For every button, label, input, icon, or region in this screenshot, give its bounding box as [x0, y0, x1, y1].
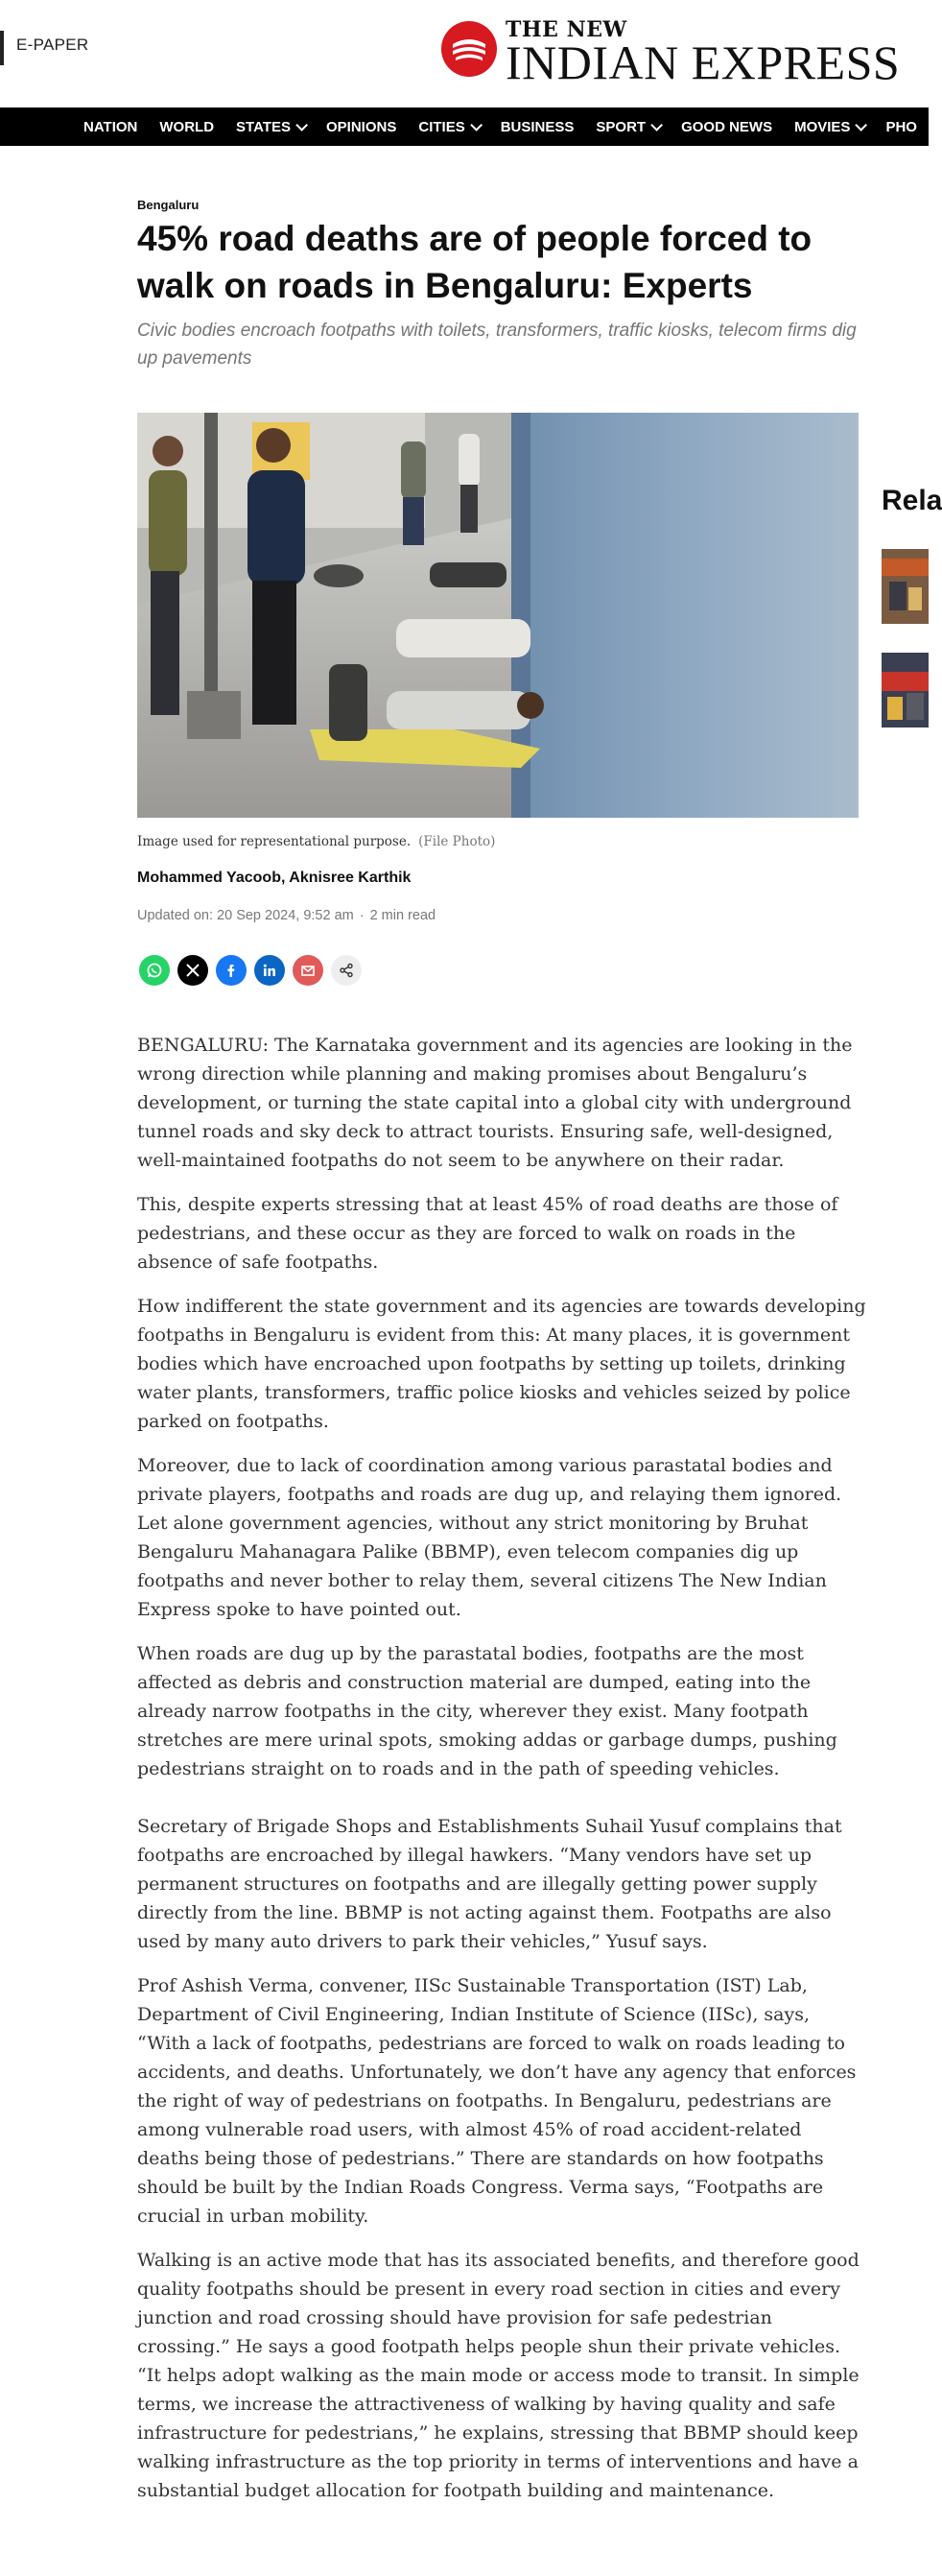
article-paragraph: Secretary of Brigade Shops and Establishments Suhail Yusuf complains that footpaths are encroached by illegal hawkers. “Many vendors have set up permanent structures on footpaths and are illegally getting power supply directly from the line. BBMP is not acting against them. Footpaths are also used by many auto drivers to park their vehicles,” Yusuf says.: [137, 1816, 842, 1952]
article-subhead: Civic bodies encroach footpaths with toilets, transformers, traffic kiosks, telecom firms dig up pavements: [137, 321, 857, 369]
article-paragraph: When roads are dug up by the parastatal bodies, footpaths are the most affected as debris and construction material are dumped, eating into the already narrow footpaths in the city, wherever they exist. Many footpath stretches are mere urinal spots, smoking addas or garbage dumps, pushing pedestrians straight on to roads and in the path of speeding vehicles.: [137, 1643, 837, 1779]
chevron-down-icon: [650, 119, 663, 131]
nav-items: [83, 107, 939, 146]
logo-line-2: INDIAN EXPRESS: [506, 36, 901, 89]
nav-item-label: PHO: [885, 118, 917, 135]
nav-item-label: SPORT: [596, 118, 647, 135]
nav-item-label: MOVIES: [794, 118, 851, 135]
logo-line-1: THE NEW: [506, 17, 627, 42]
nav-item-label: OPINIONS: [326, 118, 397, 135]
share-buttons: [139, 955, 362, 986]
article-meta: [137, 908, 436, 923]
chevron-down-icon: [295, 119, 308, 131]
main-nav: [0, 107, 929, 146]
article-paragraph: Walking is an active mode that has its associated benefits, and therefore good quality footpaths should be present in every road section in cities and every junction and road crossing should have provision for safe pedestrian crossing.” He says a good footpath helps people shun their private vehicles. “It helps adopt walking as the main mode or access mode to transit. In simple terms, we increase the attractiveness of walking by having quality and safe infrastructure for pedestrians,” he explains, stressing that BBMP should keep walking infrastructure as the top priority in terms of interventions and have a substantial budget allocation for footpath building and maintenance.: [137, 2250, 860, 2501]
facebook-icon[interactable]: [216, 955, 247, 986]
x-icon[interactable]: [177, 955, 208, 986]
nav-item[interactable]: [418, 119, 478, 135]
whatsapp-icon[interactable]: [139, 955, 170, 986]
article-headline: 45% road deaths are of people forced to walk on roads in Bengaluru: Experts: [137, 219, 812, 306]
author-link[interactable]: Aknisree Karthik: [289, 870, 412, 886]
byline: [137, 870, 411, 887]
nav-item-label: CITIES: [418, 118, 465, 135]
site-logo[interactable]: [441, 17, 929, 89]
nav-item-label: STATES: [236, 118, 291, 135]
nav-item[interactable]: [159, 119, 214, 135]
article-paragraph: This, despite experts stressing that at least 45% of road deaths are those of pedestrians, and these occur as they are forced to walk on roads in the absence of safe footpaths.: [137, 1194, 838, 1273]
nav-item[interactable]: [596, 119, 659, 135]
image-caption: [137, 834, 495, 849]
section-label[interactable]: Bengaluru: [137, 198, 200, 212]
nav-item[interactable]: [794, 119, 863, 135]
read-time: 2 min read: [369, 908, 436, 923]
nav-item[interactable]: [83, 119, 137, 135]
related-thumbnail[interactable]: [882, 653, 929, 727]
share-icon[interactable]: [331, 955, 362, 986]
menu-divider: [0, 31, 4, 65]
nav-item-label: GOOD NEWS: [681, 118, 773, 135]
author-link[interactable]: Mohammed Yacoob: [137, 870, 281, 886]
logo-seal-icon: [441, 21, 497, 77]
epaper-link[interactable]: E-PAPER: [16, 36, 89, 54]
nav-item[interactable]: [326, 119, 396, 135]
related-thumbnail[interactable]: [882, 549, 929, 624]
nav-item[interactable]: [885, 119, 917, 135]
related-heading: Rela: [882, 485, 942, 516]
article-body: [137, 1031, 866, 2520]
chevron-down-icon: [470, 119, 483, 131]
nav-item[interactable]: [501, 119, 575, 135]
meta-separator: ·: [359, 908, 365, 923]
updated-timestamp: Updated on: 20 Sep 2024, 9:52 am: [137, 908, 354, 923]
nav-item-label: BUSINESS: [500, 118, 575, 135]
nav-item[interactable]: [236, 119, 304, 135]
top-bar: [0, 0, 929, 107]
caption-credit: (File Photo): [418, 834, 496, 849]
nav-item[interactable]: [681, 119, 772, 135]
linkedin-icon[interactable]: [254, 955, 285, 986]
article-paragraph: BENGALURU: The Karnataka government and its agencies are looking in the wrong direction while planning and making promises about Bengaluru’s development, or turning the state capital into a global city with underground tunnel roads and sky deck to attract tourists. Ensuring safe, well-designed, well-maintained footpaths do not seem to be anywhere on their radar.: [137, 1035, 853, 1171]
email-icon[interactable]: [293, 955, 323, 986]
nav-item-label: WORLD: [159, 118, 215, 135]
article-paragraph: How indifferent the state government and its agencies are towards developing footpaths in Bengaluru is evident from this: At many places, it is government bodies which have encroached upon footpaths by setting up toilets, drinking water plants, transformers, traffic police kiosks and vehicles seized by police parked on footpaths.: [137, 1296, 866, 1432]
article-paragraph: Moreover, due to lack of coordination among various parastatal bodies and private players, footpaths and roads are dug up, and relaying them ignored. Let alone government agencies, without any strict monitoring by Bruhat Bengaluru Mahanagara Palike (BBMP), even telecom companies dig up footpaths and never bother to relay them, several citizens The New Indian Express spoke to have pointed out.: [137, 1455, 842, 1620]
chevron-down-icon: [856, 119, 868, 131]
nav-item-label: NATION: [83, 118, 138, 135]
author-separator: ,: [280, 870, 290, 886]
hero-image: [137, 413, 859, 818]
article-paragraph: Prof Ashish Verma, convener, IISc Sustainable Transportation (IST) Lab, Department of Civil Engineering, Indian Institute of Science (IISc), says, “With a lack of footpaths, pedestrians are forced to walk on roads leading to accidents, and deaths. Unfortunately, we don’t have any agency that enforces the right of way of pedestrians on footpaths. In Bengaluru, pedestrians are among vulnerable road users, with almost 45% of road accident-related deaths being those of pedestrians.” There are standards on how footpaths should be built by the Indian Roads Congress. Verma says, “Footpaths are crucial in urban mobility.: [137, 1975, 857, 2227]
caption-text: Image used for representational purpose.: [137, 834, 412, 849]
